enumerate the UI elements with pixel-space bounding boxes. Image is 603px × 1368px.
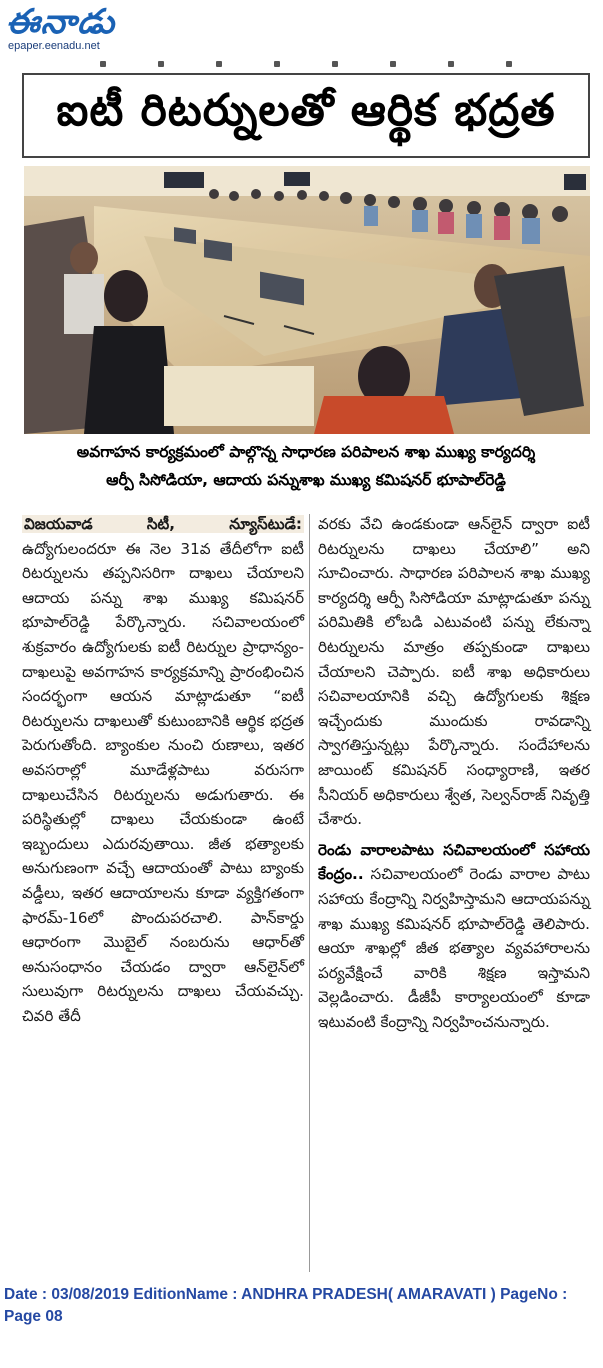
article-headline: ఐటీ రిటర్నులతో ఆర్థిక భద్రత bbox=[56, 84, 556, 136]
caption-line-2: ఆర్పీ సిసోడియా, ఆదాయ పన్నుశాఖ ముఖ్య కమిషనర్ భూపాల్‌రెడ్డి bbox=[106, 471, 506, 489]
left-body-text: ఉద్యోగులందరూ ఈ నెల 31వ తేదీలోగా ఐటీ రిటర్నులను తప్పనిసరిగా దాఖలు చేయాలని ఆదాయ పన్ను శాఖ ముఖ్య కమిషనర్ భూపాల్‌రెడ్డి పేర్కొన్నారు. సచివాలయంలో శుక్రవారం ఉద్యోగులకు ఐటీ రిటర్నుల ప్రాధాన్యం-దాఖలుపై అవగాహన కార్యక్రమాన్ని ప్రారంభించిన సందర్భంగా ఆయన మాట్లాడుతూ “ఐటీ రిటర్నులను దాఖలుతో కుటుంబానికి ఆర్థిక భద్రత పెరుగుతోంది. బ్యాంకుల నుంచి రుణాలు, ఇతర అవసరాల్లో మూడేళ్లపాటు వరుసగా దాఖలుచేసిన రిటర్నులను అడుగుతారు. ఈ పరిస్థితుల్లో దాఖలు చేయకుండా ఉంటే ఇబ్బందులు ఎదురవుతాయి. జీత భత్యాలకు అనుగుణంగా వచ్చే ఆదాయంతో పాటు బ్యాంకు వడ్డీలు, ఇతర ఆదాయాలను కూడా వ్యక్తిగతంగా ఫారమ్-16లో పొందుపరచాలి. పాన్‌కార్డు ఆధారంగా మొబైల్ నంబరును ఆధార్‌తో అనుసంధానం చేయడం ద్వారా ఆన్‌లైన్‌లో సులువుగా రిటర్నులను దాఖలు చేయవచ్చు. చివరి తేదీ bbox=[22, 539, 304, 1025]
cut-marks bbox=[100, 52, 580, 60]
logo-url[interactable]: epaper.eenadu.net bbox=[8, 40, 100, 52]
eenadu-logo[interactable]: ఈనాడు bbox=[6, 2, 116, 42]
subheading: రెండు వారాలపాటు సచివాలయంలో సహాయ కేంద్రం.. bbox=[318, 840, 590, 884]
headline-box bbox=[22, 73, 590, 158]
masthead bbox=[0, 0, 603, 62]
meeting-photo-illustration bbox=[24, 166, 590, 434]
edition-info-footer: Date : 03/08/2019 EditionName : ANDHRA PRADESH( AMARAVATI ) PageNo : Page 08 bbox=[4, 1286, 568, 1325]
article-column-right bbox=[318, 512, 590, 1034]
article-column-left bbox=[22, 512, 304, 1028]
column-divider bbox=[309, 514, 310, 1272]
photo-caption bbox=[22, 438, 590, 498]
caption-line-1: అవగాహన కార్యక్రమంలో పాల్గొన్న సాధారణ పరిపాలన శాఖ ముఖ్య కార్యదర్శి bbox=[76, 443, 536, 461]
right-body-text-2: సచివాలయంలో రెండు వారాల పాటు సహాయ కేంద్రాన్ని నిర్వహిస్తామని ఆదాయపన్ను శాఖ ముఖ్య కమిషనర్ భూపాల్‌రెడ్డి తెలిపారు. ఆయా శాఖల్లో జీత భత్యాల వ్యవహారాలను పర్యవేక్షించే వారికి శిక్షణ ఇస్తామని వెల్లడించారు. డీజీపీ కార్యాలయంలో కూడా ఇటువంటి కేంద్రాన్ని నిర్వహించనున్నారు. bbox=[318, 865, 590, 1031]
right-body-text-1: వరకు వేచి ఉండకుండా ఆన్‌లైన్ ద్వారా ఐటీ రిటర్నులను దాఖలు చేయాలి” అని సూచించారు. సాధారణ పరిపాలన శాఖ ముఖ్య కార్యదర్శి ఆర్పీ సిసోడియా మాట్లాడుతూ పన్ను పరిమితికి లోబడి ఎటువంటి పన్ను లేకున్నా రిటర్నులను మాత్రం తప్పకుండా దాఖలు చేయాలని చెప్పారు. ఐటీ శాఖ అధికారులు సచివాలయానికి వచ్చి ఉద్యోగులకు శిక్షణ ఇచ్చేందుకు ముందుకు రావడాన్ని స్వాగతిస్తున్నట్లు పేర్కొన్నారు. సందేహాలను జాయింట్ కమిషనర్ సంధ్యారాణి, ఇతర సీనియర్ అధికారులు శ్వేత, సెల్వన్‌రాజ్ నివృత్తి చేశారు. bbox=[318, 515, 590, 829]
dateline: విజయవాడ సిటీ, న్యూస్‌టుడే: bbox=[24, 515, 302, 533]
meeting-photo bbox=[24, 166, 590, 434]
